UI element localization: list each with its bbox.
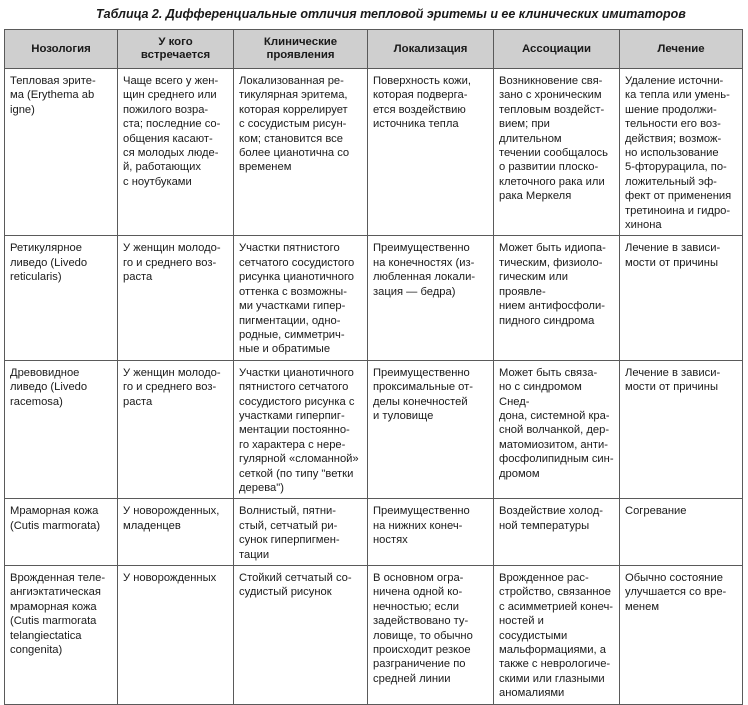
cell-clinical: Участки цианотичного пятнистого сетчатого сосудистого рисунка с участками гиперпиг- ментации постоянно- го характера с нере- гулярной «сломанной» сеткой (по типу "ветки дерева") xyxy=(234,360,368,499)
cell-clinical: Стойкий сетчатый со- судистый рисунок xyxy=(234,566,368,705)
cell-associations: Воздействие холод- ной температуры xyxy=(494,499,620,566)
cell-associations: Может быть связа- но с синдромом Снед- дона, системной кра- сной волчанкой, дер- матомиозитом, анти- фосфолипидным син- дромом xyxy=(494,360,620,499)
cell-treatment: Согревание xyxy=(620,499,743,566)
cell-who: У новорожденных, младенцев xyxy=(118,499,234,566)
cell-nosology: Врожденная теле- ангиэктатическая мраморная кожа (Cutis marmorata telangiectatica congenita) xyxy=(5,566,118,705)
cell-treatment: Лечение в зависи- мости от причины xyxy=(620,236,743,360)
cell-clinical: Участки пятнистого сетчатого сосудистого рисунка цианотичного оттенка с возможны- ми участками гипер- пигментации, одно- родные, симметрич- ные и обратимые xyxy=(234,236,368,360)
header-location: Локализация xyxy=(368,30,494,69)
table-caption: Таблица 2. Дифференциальные отличия тепловой эритемы и ее клинических имитаторов xyxy=(96,7,686,21)
cell-location: В основном огра- ничена одной ко- нечностью; если задействовано ту- ловище, то обычно происходит резкое разграничение по средней линии xyxy=(368,566,494,705)
cell-location: Поверхность кожи, которая подверга- ется воздействию источника тепла xyxy=(368,69,494,236)
table-row xyxy=(5,236,743,360)
cell-who: У новорожденных xyxy=(118,566,234,705)
cell-associations: Врожденное рас- стройство, связанное с асимметрией конеч- ностей и сосудистыми мальформациями, а также с неврологиче- скими или глазными аномалиями xyxy=(494,566,620,705)
cell-who: У женщин молодо- го и среднего воз- раста xyxy=(118,236,234,360)
cell-nosology: Тепловая эрите- ма (Erythema ab igne) xyxy=(5,69,118,236)
header-clinical: Клинические проявления xyxy=(234,30,368,69)
cell-clinical: Волнистый, пятни- стый, сетчатый ри- сунок гиперпигмен- тации xyxy=(234,499,368,566)
cell-clinical: Локализованная ре- тикулярная эритема, которая коррелирует с сосудистым рисун- ком; становится все более цианотична со временем xyxy=(234,69,368,236)
header-associations: Ассоциации xyxy=(494,30,620,69)
cell-location: Преимущественно на нижних конеч- ностях xyxy=(368,499,494,566)
header-row xyxy=(5,30,743,69)
cell-treatment: Обычно состояние улучшается со вре- менем xyxy=(620,566,743,705)
table-row xyxy=(5,360,743,499)
cell-treatment: Лечение в зависи- мости от причины xyxy=(620,360,743,499)
cell-nosology: Ретикулярное ливедо (Livedo reticularis) xyxy=(5,236,118,360)
cell-who: Чаще всего у жен- щин среднего или пожилого возра- ста; последние со- общения касают- ся молодых люде- й, работающих с ноутбуками xyxy=(118,69,234,236)
differential-table xyxy=(4,29,743,705)
cell-treatment: Удаление источни- ка тепла или умень- шение продолжи- тельности его воз- действия; возмож- но использование 5-фторурацила, по- ложительный эф- фект от применения третиноина и гидро- хинона xyxy=(620,69,743,236)
cell-nosology: Древовидное ливедо (Livedo racemosa) xyxy=(5,360,118,499)
header-who: У кого встречается xyxy=(118,30,234,69)
cell-location: Преимущественно на конечностях (из- любленная локали- зация — бедра) xyxy=(368,236,494,360)
header-treatment: Лечение xyxy=(620,30,743,69)
table-row xyxy=(5,69,743,236)
cell-associations: Может быть идиопа- тическим, физиоло- гическим или проявле- нием антифосфоли- пидного синдрома xyxy=(494,236,620,360)
table-row xyxy=(5,566,743,705)
cell-who: У женщин молодо- го и среднего воз- раста xyxy=(118,360,234,499)
cell-location: Преимущественно проксимальные от- делы конечностей и туловище xyxy=(368,360,494,499)
table-row xyxy=(5,499,743,566)
cell-nosology: Мраморная кожа (Cutis marmorata) xyxy=(5,499,118,566)
header-nosology: Нозология xyxy=(5,30,118,69)
cell-associations: Возникновение свя- зано с хроническим тепловым воздейст- вием; при длительном течении сообщалось о развитии плоско- клеточного рака или рака Меркеля xyxy=(494,69,620,236)
